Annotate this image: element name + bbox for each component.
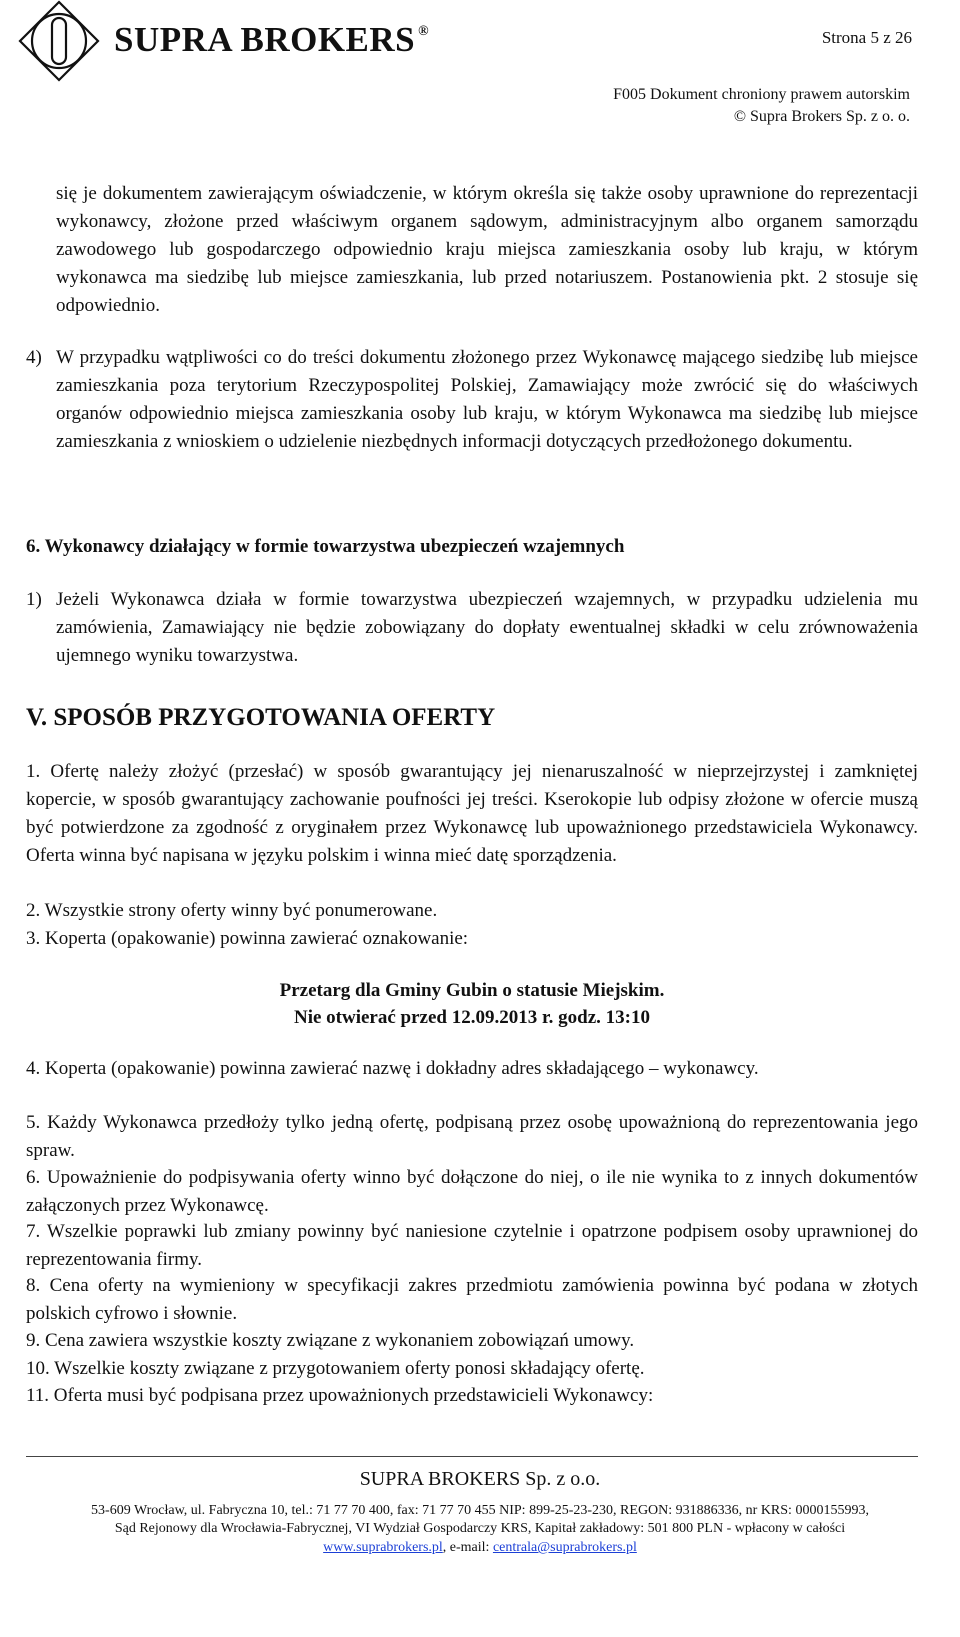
footer-contact-line: [0, 1540, 960, 1556]
email-label: , e-mail:: [442, 1540, 493, 1555]
paragraph-8: 8. Cena oferty na wymieniony w specyfikacji zakres przedmiotu zamówienia powinna być podana w złotych polskich cyfrowo i słownie.: [26, 1275, 918, 1324]
registered-mark: ®: [418, 24, 430, 39]
section-6-heading: 6. Wykonawcy działający w formie towarzystwa ubezpieczeń wzajemnych: [26, 536, 625, 557]
section-title: V. SPOSÓB PRZYGOTOWANIA OFERTY: [26, 704, 496, 731]
item-6-1-number: 1): [26, 589, 42, 610]
paragraph-11: 11. Oferta musi być podpisana przez upoważnionych przedstawicieli Wykonawcy:: [26, 1385, 654, 1406]
footer-registry-line: Sąd Rejonowy dla Wrocławia-Fabrycznej, VI Wydział Gospodarczy KRS, Kapitał zakładowy: 501 800 PLN - wpłacony w całości: [114, 1521, 846, 1536]
email-link[interactable]: centrala@suprabrokers.pl: [492, 1540, 637, 1555]
document-notice: F005 Dokument chroniony prawem autorskim: [613, 86, 910, 103]
footer-address-line: 53-609 Wrocław, ul. Fabryczna 10, tel.: 71 77 70 400, fax: 71 77 70 455 NIP: 899-25-23-230, REGON: 931886336, nr KRS: 0000155993,: [91, 1503, 869, 1518]
footer-company-name: SUPRA BROKERS Sp. z o.o.: [359, 1468, 601, 1490]
continuation-paragraph: się je dokumentem zawierającym oświadczenie, w którym określa się także osoby uprawnione do reprezentacji wykonawcy, złożone przed właściwym organem sądowym, administracyjnym albo organem samorządu zawodowego lub gospodarczego odpowiednio kraju miejsca zamieszkania osoby lub kraju, w którym wykonawca ma siedzibę lub miejsce zamieszkania, lub przed notariuszem. Postanowienia pkt. 2 stosuje się odpowiednio.: [56, 183, 918, 316]
footer-divider: [26, 1456, 918, 1457]
paragraph-2: 2. Wszystkie strony oferty winny być ponumerowane.: [26, 900, 438, 921]
circle-diamond-logo-icon: [18, 0, 100, 82]
copyright-notice: © Supra Brokers Sp. z o. o.: [733, 108, 910, 125]
paragraph-9: 9. Cena zawiera wszystkie koszty związane z wykonaniem zobowiązań umowy.: [26, 1330, 635, 1351]
item-6-1-text: Jeżeli Wykonawca działa w formie towarzystwa ubezpieczeń wzajemnych, w przypadku udzielenia mu zamówienia, Zamawiający nie będzie zobowiązany do dopłaty ewentualnej składki w celu zrównoważenia ujemnego wyniku towarzystwa.: [56, 589, 918, 666]
paragraph-5: 5. Każdy Wykonawca przedłoży tylko jedną ofertę, podpisaną przez osobę upoważnioną do reprezentowania jego spraw.: [26, 1112, 918, 1161]
paragraph-10: 10. Wszelkie koszty związane z przygotowaniem oferty ponosi składający ofertę.: [26, 1358, 645, 1379]
item-4-number: 4): [26, 347, 42, 368]
item-4-text: W przypadku wątpliwości co do treści dokumentu złożonego przez Wykonawcę mającego siedzibę lub miejsce zamieszkania poza terytorium Rzeczypospolitej Polskiej, Zamawiający może zwrócić się do właściwych organów odpowiednio miejsca zamieszkania osoby lub kraju, w którym Wykonawca ma siedzibę lub miejsce zamieszkania z wnioskiem o udzielenie niezbędnych informacji dotyczących przedłożonego dokumentu.: [56, 347, 918, 452]
paragraph-7: 7. Wszelkie poprawki lub zmiany powinny być naniesione czytelnie i opatrzone podpisem osoby uprawnionej do reprezentowania firmy.: [26, 1221, 918, 1270]
page-number: Strona 5 z 26: [821, 28, 912, 47]
envelope-label-line-1: Przetarg dla Gminy Gubin o statusie Miejskim.: [279, 980, 665, 1001]
paragraph-6: 6. Upoważnienie do podpisywania oferty winno być dołączone do niej, o ile nie wynika to z innych dokumentów załączonych przez Wykonawcę.: [26, 1167, 918, 1216]
paragraph-4: 4. Koperta (opakowanie) powinna zawierać nazwę i dokładny adres składającego – wykonawcy.: [26, 1058, 759, 1079]
paragraph-3: 3. Koperta (opakowanie) powinna zawierać oznakowanie:: [26, 928, 469, 949]
paragraph-1: 1. Ofertę należy złożyć (przesłać) w sposób gwarantujący jej nienaruszalność w nieprzejrzystej i zamkniętej kopercie, w sposób gwarantujący zachowanie poufności jej treści. Kserokopie lub odpisy złożone w ofercie muszą być potwierdzone za zgodność z oryginałem przez Wykonawcę lub upoważnionego przedstawiciela Wykonawcy. Oferta winna być napisana w języku polskim i winna mieć datę sporządzenia.: [26, 761, 918, 866]
envelope-label-line-2: Nie otwierać przed 12.09.2013 r. godz. 13:10: [293, 1007, 650, 1028]
website-link[interactable]: www.suprabrokers.pl: [323, 1540, 443, 1555]
brand-name: SUPRA BROKERS ®: [114, 20, 430, 59]
